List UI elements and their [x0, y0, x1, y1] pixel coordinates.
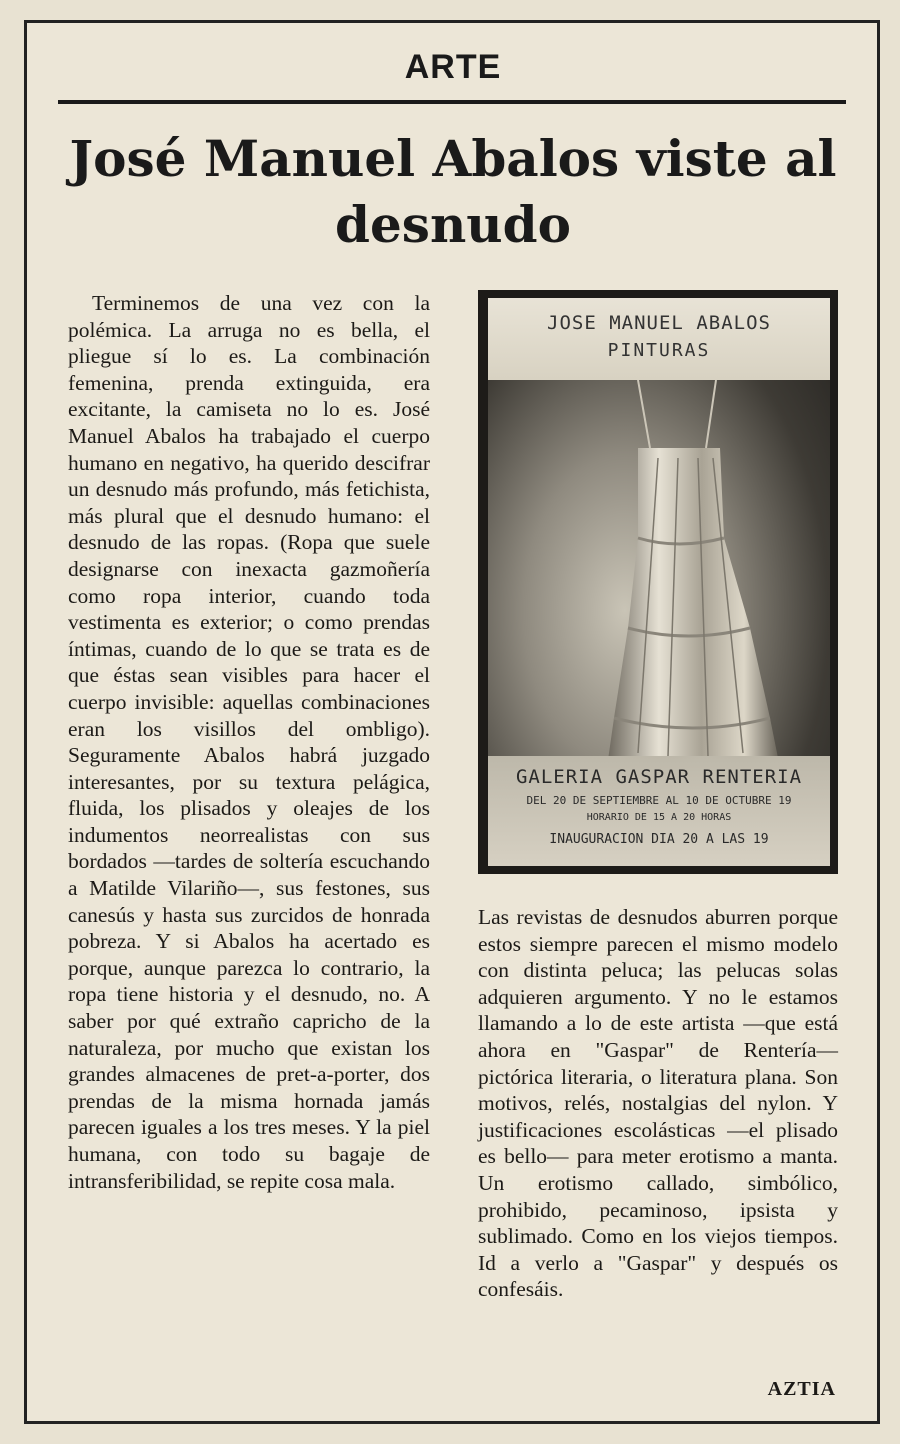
poster-opening: INAUGURACION DIA 20 A LAS 19: [549, 832, 769, 847]
poster-dates: DEL 20 DE SEPTIEMBRE AL 10 DE OCTUBRE 19: [526, 794, 792, 807]
exhibition-poster-photo: [478, 290, 838, 874]
body-paragraph-right: Las revistas de desnudos aburren porque estos siempre parecen el mismo modelo con distinta peluca; las pelucas solas adquieren argumento. Y no le estamos llamando a lo de este artista —que está ahora en "Gaspar" de Rentería— pictórica literaria, o literatura plana. Son motivos, relés, nostalgias del nylon. Y justificaciones escolásticas —el plisado es bello— para meter erotismo a manta. Un erotismo callado, simbólico, prohibido, pecaminoso, ipsista y sublimado. Como en los viejos tiempos. Id a verlo a "Gaspar" y después os confesáis.: [478, 905, 838, 1302]
section-label: ARTE: [404, 48, 502, 86]
poster-image: [488, 298, 830, 866]
poster-subtitle: PINTURAS: [607, 340, 711, 361]
author-signature: AZTIA: [767, 1378, 836, 1400]
poster-footer: [488, 756, 830, 866]
article-body-left: [68, 290, 430, 1194]
section-divider: [58, 100, 846, 104]
article-headline: José Manuel Abalos viste al desnudo: [69, 129, 837, 254]
poster-artist: JOSE MANUEL ABALOS: [547, 312, 771, 334]
poster-gallery: GALERIA GASPAR RENTERIA: [515, 766, 803, 788]
body-paragraph-left: Terminemos de una vez con la polémica. La arruga no es bella, el pliegue sí lo es. La combinación femenina, prenda extinguida, era excitante, la camiseta no lo es. José Manuel Abalos ha trabajado el cuerpo humano en negativo, ha querido descifrar un desnudo más profundo, más fetichista, más plural que el desnudo humano: el desnudo de las ropas. (Ropa que suele designarse con inexacta gazmoñería como ropa interior, cuando toda vestimenta es exterior; o como prendas íntimas, cuando de lo que se trata es de que éstas sean visibles para hacer el cuerpo invisible: aquellas combinaciones eran los visillos del ombligo). Seguramente Abalos habrá juzgado interesantes, por su textura pelágica, fluida, los plisados y oleajes de los indumentos neorrealistas con sus bordados —tardes de soltería escuchando a Matilde Vilariño—, sus festones, sus canesús y hasta sus zurcidos de honrada pobreza. Y si Abalos ha acertado es porque, aunque parezca lo contrario, la ropa tiene historia y el desnudo, no. A saber por qué extraño capricho de la naturaleza, por mucho que existan los grandes almacenes de pret-a-porter, dos prendas de la misma hornada jamás parecen iguales a los tres meses. Y la piel humana, con todo su bagaje de intransferibilidad, se repite cosa mala.: [68, 291, 430, 1193]
article-body-right: [478, 904, 838, 1303]
poster-hours: HORARIO DE 15 A 20 HORAS: [586, 812, 732, 823]
